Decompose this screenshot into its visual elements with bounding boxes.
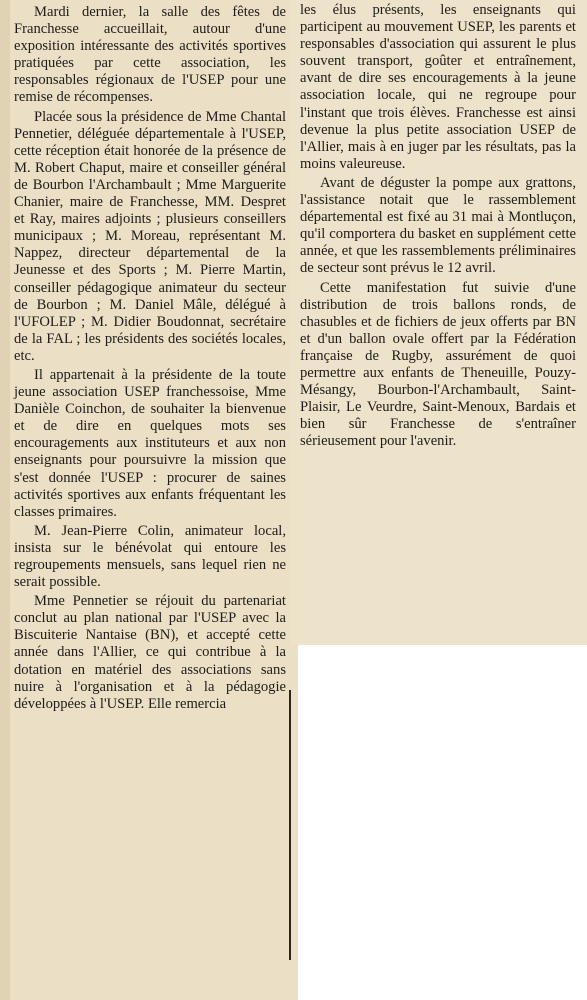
paragraph-thanks: les élus présents, les enseignants qui participent au mouvement USEP, les parents et responsables d'association qui assurent le plus souvent transport, goûter et entraînement, avant de dire ses encouragements à la jeune association locale, qui ne regroupe pour l'instant que trois élèves. Franchesse est ainsi devenue la plus petite association USEP de l'Allier, mais à en juger par les résultats, pas la moins valeureuse. [300, 2, 576, 172]
paragraph-president-speech: Il appartenait à la présidente de la toute jeune association USEP franchessoise, Mme Danièle Coinchon, de souhaiter la bienvenue et de dire en quelques mots ses encouragements aux instituteurs et aux non enseignants pour poursuivre la mission que s'est donnée l'USEP : procurer de saines activités sportives aux enfants fréquentant les classes primaires. [14, 366, 286, 520]
column-divider-rule [289, 690, 291, 960]
paragraph-partnership: Mme Pennetier se réjouit du partenariat conclut au plan national par l'USEP avec la Biscuiterie Nantaise (BN), et accepté cette année dans l'Allier, ce qui contribue à la dotation en matériel des associations sans nuire à l'organisation et à la pédagogie développées à l'USEP. Elle remercia [14, 593, 286, 712]
paragraph-intro: Mardi dernier, la salle des fêtes de Franchesse accueillait, autour d'une exposition intéressante des activités sportives pratiquées par cette association, les responsables régionaux de l'USEP pour une remise de récompenses. [14, 4, 286, 106]
paragraph-guests: Placée sous la présidence de Mme Chantal Pennetier, déléguée départementale à l'USEP, cette réception était honorée de la présence de M. Robert Chaput, maire et conseiller général de Bourbon l'Archambault ; Mme Marguerite Chanier, maire de Franchesse, MM. Despret et Ray, maires adjoints ; plusieurs conseillers municipaux ; M. Moreau, représentant M. Nappez, directeur départemental de la Jeunesse et des Sports ; M. Pierre Martin, conseiller pédagogique animateur du secteur de Bourbon ; M. Daniel Mâle, délégué à l'UFOLEP ; M. Didier Boudonnat, secrétaire de la FAL ; les présidents des sociétés locales, etc. [14, 108, 286, 364]
paper-edge-shadow [0, 0, 10, 1000]
paragraph-animator: M. Jean-Pierre Colin, animateur local, insista sur le bénévolat qui entoure les regroupements mensuels, sans lequel rien ne serait possible. [14, 522, 286, 591]
paragraph-upcoming-events: Avant de déguster la pompe aux grattons, l'assistance notait que le rassemblement départemental est fixé au 31 mai à Montluçon, qu'il comportera du basket en supplément cette année, et que les rassemblements préliminaires de secteur sont prévus le 12 avril. [300, 174, 576, 277]
article-right-column [300, 2, 576, 452]
article-left-column [14, 4, 286, 715]
paragraph-distribution: Cette manifestation fut suivie d'une distribution de trois ballons ronds, de chasubles et de fichiers de jeux offerts par BN et d'un ballon ovale offert par la Fédération française de Rugby, assurément de quoi permettre aux enfants de Theneuille, Pouzy-Mésangy, Bourbon-l'Archambault, Saint-Plaisir, Le Veurdre, Saint-Menoux, Bardais et bien sûr Franchesse de s'entraîner sérieusement pour l'avenir. [300, 279, 576, 450]
